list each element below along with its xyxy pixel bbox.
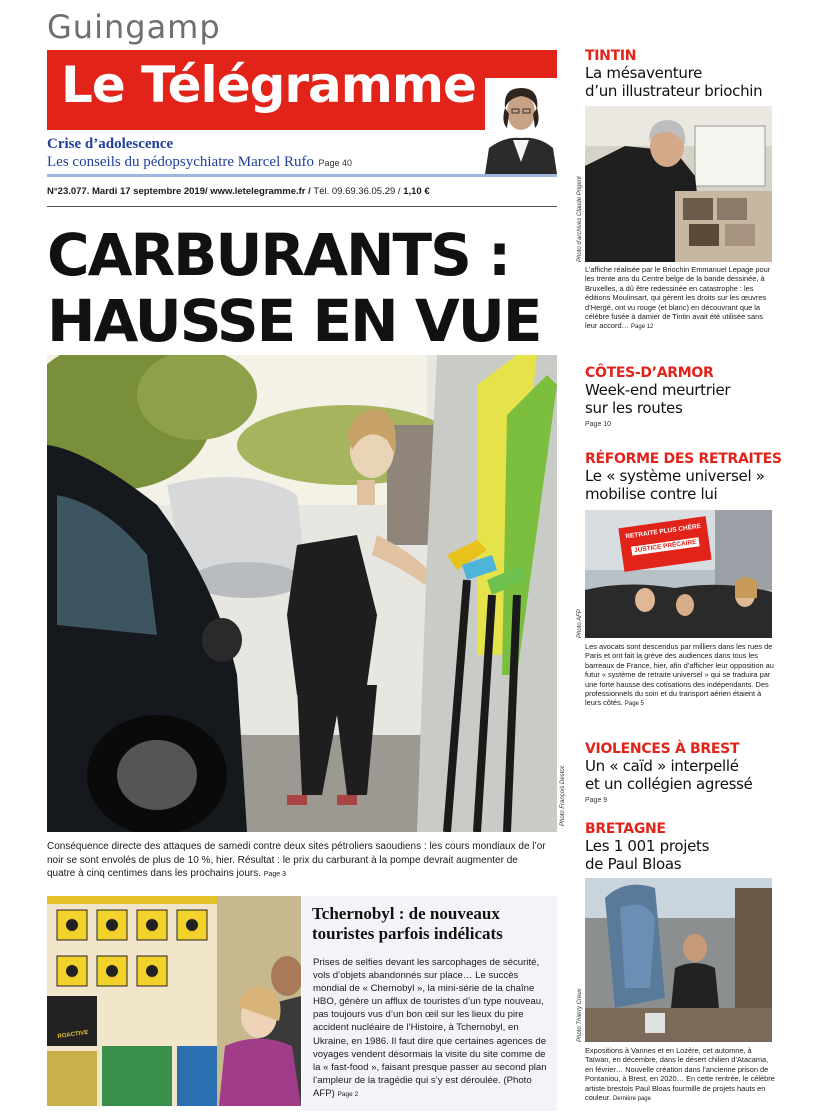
divider — [47, 174, 557, 177]
headline-line: mobilise contre lui — [585, 485, 718, 503]
bretagne-page: Dernière page — [612, 1096, 651, 1103]
photo-credit: Photo Thierry Creux — [577, 988, 583, 1042]
brest-page: Page 9 — [585, 797, 608, 804]
headline-line: Week-end meurtrier — [585, 381, 731, 399]
chernobyl-title[interactable]: Tchernobyl : de nouveaux touristes parfois indélicats — [312, 904, 503, 943]
teaser-page: Page 40 — [318, 158, 352, 168]
retraites-headline — [585, 467, 785, 503]
cotes-armor-teaser[interactable] — [585, 365, 785, 428]
paul-bloas-photo — [585, 878, 772, 1042]
headline-line: de Paul Bloas — [585, 855, 682, 873]
bretagne-teaser[interactable] — [585, 821, 785, 873]
retraites-caption-text: Les avocats sont descendus par milliers dans les rues de Paris et ont fait la grève des audiences dans tous les barreaux de France, hier, afin d’afficher leur opposition au futur « système de retraite universel » qui se traduira par une forte hausse des cotisations des indépendants. Des professionnels du soin et du transport aérien étaient à leurs côtés. — [585, 642, 774, 708]
bretagne-caption-text: Expositions à Vannes et en Lozère, cet automne, à Taïwan, en décembre, dans le désert chilien d’Atacama, en février… Nouvelle création dans l’ancienne prison de Pontaniou, à Brest, en 2020… En cette rentrée, le célèbre artiste brestois Paul Bloas fourmille de projets hauts en couleur. — [585, 1046, 775, 1103]
chernobyl-body — [313, 956, 551, 1101]
tintin-kicker: TINTIN — [585, 48, 637, 64]
issue-price: 1,10 € — [403, 186, 430, 197]
headline-line: sur les routes — [585, 399, 683, 417]
edition-name: Guingamp — [47, 8, 221, 46]
tintin-teaser[interactable] — [585, 48, 785, 100]
teaser-kicker: Crise d’adolescence — [47, 136, 174, 152]
fuel-pump-photo — [47, 355, 557, 832]
main-caption-text: Conséquence directe des attaques de samedi contre deux sites pétroliers saoudiens : les cours mondiaux de l’or noir se sont envolés de plus de 10 %, hier. Résultat : le prix du carburant à la pompe devrait augmenter de quatre à cinq centimes dans les prochains jours. — [47, 841, 546, 879]
tintin-caption — [585, 265, 775, 333]
retraites-page: Page 5 — [624, 701, 644, 708]
protest-sign-line: RETRAITE PLUS CHÈRE — [625, 522, 702, 541]
photo-credit: Photo AFP — [577, 609, 583, 638]
protest-photo — [585, 510, 772, 638]
brest-teaser[interactable] — [585, 741, 785, 804]
photo-credit: Photo d’archives Claude Prigent — [577, 176, 583, 262]
headline-line: Les 1 001 projets — [585, 837, 710, 855]
main-caption-page: Page 3 — [263, 871, 286, 878]
retraites-teaser[interactable] — [585, 451, 785, 503]
tintin-caption-text: L’affiche réalisée par le Briochin Emmanuel Lepage pour les trente ans du Centre belge de la bande dessinée, à Bruxelles, a dû être redessinée en catastrophe : les éditions Moulinsart, qui gèrent les droits sur les œuvres d’Hergé, ont vu rouge (et blanc) en découvrant que la célèbre fusée à damier de Tintin avait été utilisée sans leur accord… — [585, 265, 771, 331]
headline-line: Un « caïd » interpellé — [585, 757, 739, 775]
chernobyl-page: Page 2 — [337, 1090, 359, 1098]
brest-kicker: VIOLENCES À BREST — [585, 741, 740, 757]
issue-phone: Tél. 09.69.36.05.29 / — [313, 186, 401, 197]
headline-line: d’un illustrateur briochin — [585, 82, 763, 100]
main-headline[interactable] — [47, 222, 557, 354]
issue-number-date: N°23.077. Mardi 17 septembre 2019/ www.letelegramme.fr / — [47, 186, 311, 197]
headline-line: HAUSSE EN VUE — [47, 287, 541, 355]
issue-info-line — [47, 186, 430, 197]
headline-line: CARBURANTS : — [47, 221, 510, 289]
bretagne-headline — [585, 837, 785, 873]
tintin-page: Page 12 — [631, 324, 654, 331]
tintin-photo — [585, 106, 772, 262]
bretagne-kicker: BRETAGNE — [585, 821, 666, 837]
masthead[interactable] — [47, 50, 557, 130]
headline-line: et un collégien agressé — [585, 775, 753, 793]
chernobyl-shop-photo — [47, 896, 301, 1106]
brest-headline — [585, 757, 785, 793]
retraites-kicker: RÉFORME DES RETRAITES — [585, 451, 782, 467]
headline-line: Le « système universel » — [585, 467, 765, 485]
divider — [47, 206, 557, 207]
main-caption — [47, 840, 547, 882]
chernobyl-body-text: Prises de selfies devant les sarcophages de sécurité, vols d’objets abandonnés sur place… Le succès mondial de « Chernobyl », la mini-série de la chaîne HBO, génère un afflux de touristes d’un type nouveau, pas toujours vus d’un bon œil sur les lieux du pire accident nucléaire de l’Histoire, à Tchernobyl, en Ukraine, en 1986. Il faut dire que certaines agences de voyages vendent désormais la visite du site comme de la « fast-food », faisant presque passer au second plan l’ampleur de la tragédie qui s’y est déroulée. (Photo AFP) — [313, 957, 547, 1099]
cotes-headline — [585, 381, 785, 417]
teaser-text: Les conseils du pédopsychiatre Marcel Rufo — [47, 154, 315, 170]
photo-credit: Photo François Destoc — [560, 765, 566, 826]
shop-sign-text: ROACTIVE — [57, 1029, 89, 1041]
rufo-portrait-photo — [485, 78, 557, 174]
rufo-teaser[interactable] — [47, 136, 487, 171]
masthead-title: Le Télégramme — [61, 56, 476, 114]
cotes-page: Page 10 — [585, 421, 612, 428]
protest-sign-line: JUSTICE PRÉCAIRE — [631, 537, 700, 555]
cotes-kicker: CÔTES-D’ARMOR — [585, 365, 714, 381]
retraites-caption — [585, 642, 775, 710]
headline-line: La mésaventure — [585, 64, 703, 82]
bretagne-caption — [585, 1046, 775, 1104]
tintin-headline — [585, 64, 785, 100]
